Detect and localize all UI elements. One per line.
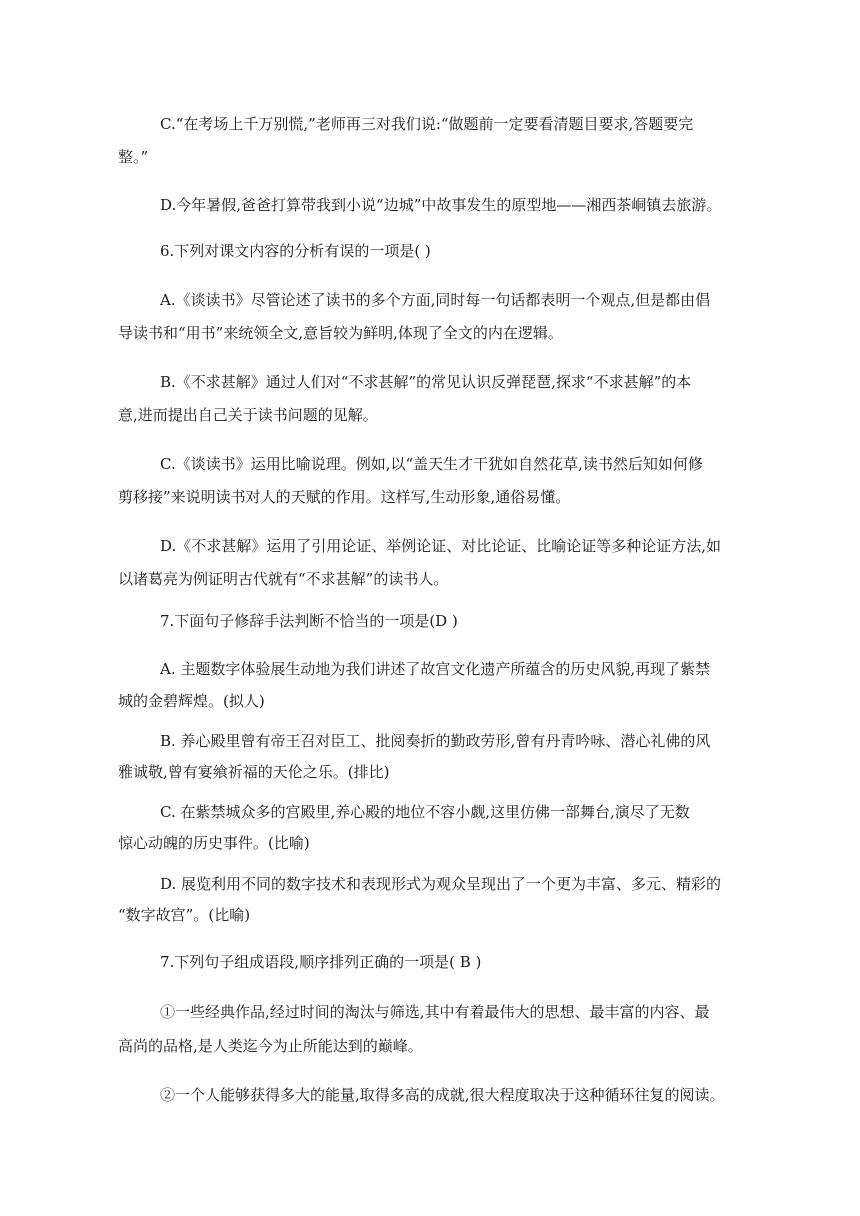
q6-option-b-line1: B.《不求甚解》通过人们对“不求甚解”的常见认识反弹琵琶,探求“不求甚解”的本 (160, 373, 692, 391)
q7a-option-c-line2: 惊心动魄的历史事件。(比喻) (118, 834, 310, 852)
q7a-option-d-line2: “数字故宫”。(比喻) (118, 906, 251, 924)
q7a-stem: 7.下面句子修辞手法判断不恰当的一项是(D ) (160, 612, 458, 630)
q7b-item2-line1: ②一个人能够获得多大的能量,取得多高的成就,很大程度取决于这种循环往复的阅读。 (160, 1086, 725, 1104)
q6-stem: 6.下列对课文内容的分析有误的一项是( ) (160, 242, 431, 260)
q7a-option-c-line1: C. 在紫禁城众多的宫殿里,养心殿的地位不容小觑,这里仿佛一部舞台,演尽了无数 (160, 803, 690, 821)
q7b-item1-line1: ①一些经典作品,经过时间的淘汰与筛选,其中有着最伟大的思想、最丰富的内容、最 (160, 1003, 710, 1021)
q6-option-c-line2: 剪移接”来说明读书对人的天赋的作用。这样写,生动形象,通俗易懂。 (118, 488, 571, 506)
q6-option-a-line1: A.《谈读书》尽管论述了读书的多个方面,同时每一句话都表明一个观点,但是都由倡 (160, 291, 711, 309)
q6-option-c-line1: C.《谈读书》运用比喻说理。例如,以“盖天生才干犹如自然花草,读书然后知如何修 (160, 455, 703, 473)
q7a-option-b-line1: B. 养心殿里曾有帝王召对臣工、批阅奏折的勤政劳形,曾有丹青吟咏、潜心礼佛的风 (160, 732, 711, 750)
q5-option-d: D.今年暑假,爸爸打算带我到小说“边城”中故事发生的原型地——湘西茶峒镇去旅游。 (160, 196, 722, 214)
q7a-option-b-line2: 雅诚敬,曾有宴飨祈福的天伦之乐。(排比) (118, 763, 390, 781)
q7a-option-a-line2: 城的金碧辉煌。(拟人) (118, 692, 265, 710)
q6-option-d-line1: D.《不求甚解》运用了引用论证、举例论证、对比论证、比喻论证等多种论证方法,如 (160, 537, 722, 555)
q7b-item1-line2: 高尚的品格,是人类迄今为止所能达到的巅峰。 (118, 1037, 423, 1055)
q6-option-d-line2: 以诸葛亮为例证明古代就有“不求甚解”的读书人。 (118, 570, 449, 588)
q5-option-c-line1: C.“在考场上千万别慌,”老师再三对我们说:“做题前一定要看清题目要求,答题要完 (160, 115, 694, 133)
q7a-option-d-line1: D. 展览利用不同的数字技术和表现形式为观众呈现出了一个更为丰富、多元、精彩的 (160, 875, 722, 893)
q6-option-a-line2: 导读书和“用书”来统领全文,意旨较为鲜明,体现了全文的内在逻辑。 (118, 324, 563, 342)
q7a-option-a-line1: A. 主题数字体验展生动地为我们讲述了故宫文化遗产所蕴含的历史风貌,再现了紫禁 (160, 660, 711, 678)
q5-option-c-line2: 整。” (118, 148, 149, 166)
q6-option-b-line2: 意,进而提出自己关于读书问题的见解。 (118, 406, 378, 424)
q7b-stem: 7.下列句子组成语段,顺序排列正确的一项是( B ) (160, 953, 482, 971)
